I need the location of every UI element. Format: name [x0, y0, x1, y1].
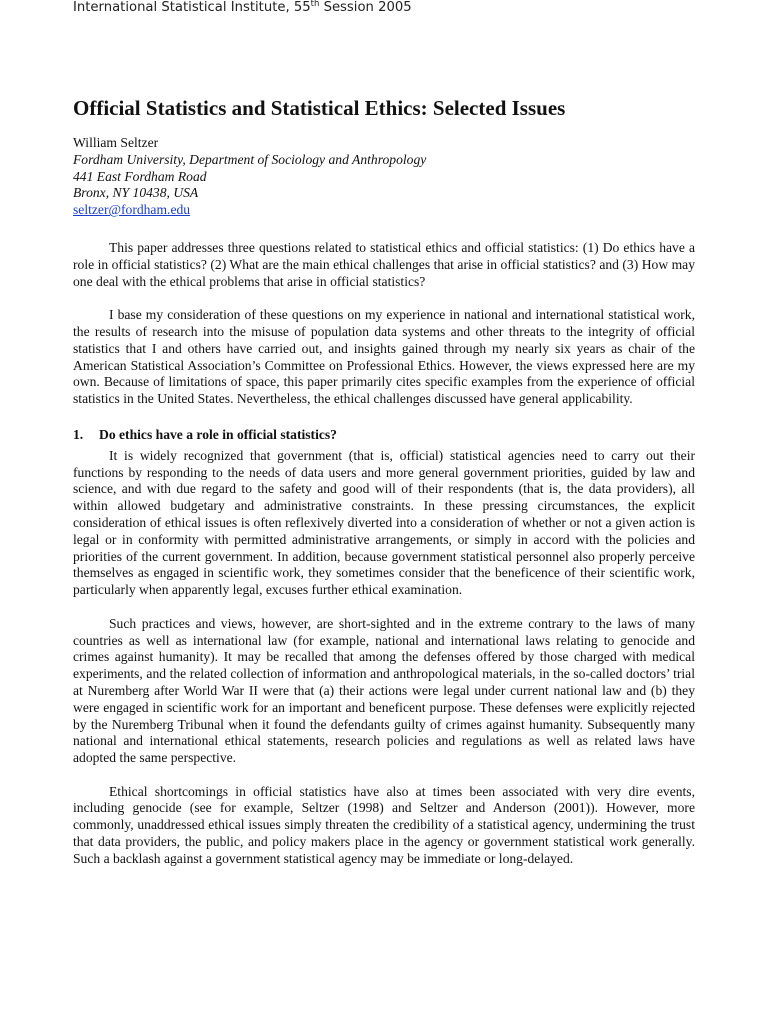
author-address-line2: Bronx, NY 10438, USA [73, 185, 199, 201]
author-email-link[interactable]: seltzer@fordham.edu [73, 202, 191, 218]
section-1-number: 1. [73, 426, 84, 442]
paper-body [73, 95, 695, 868]
author-block [73, 135, 695, 219]
running-header [73, 0, 412, 16]
author-name: William Seltzer [73, 135, 159, 150]
section-1-paragraph-2: Such practices and views, however, are short-sighted and in the extreme contrary to the laws of many countries as well as international law (for example, national and international laws relating to genocide and crimes against humanity). It may be recalled that among the defenses offered by those charged with medical experiments, and the related collection of information and anthropological materials, in the so-called doctors’ trial at Nuremberg after World War II were that (a) their actions were legal under current national law and (b) they were engaged in scientific work for an important and beneficent purpose. These defenses were explicitly rejected by the Nuremberg Tribunal when it found the defendants guilty of crimes against humanity. Subsequently many national and international ethical statements, research policies and regulations as well as related laws have adopted the same perspective. [73, 615, 695, 766]
author-affiliation: Fordham University, Department of Sociology and Anthropology [73, 151, 427, 167]
running-header-superscript: th [310, 0, 320, 9]
paper-title: Official Statistics and Statistical Ethics: Selected Issues [73, 96, 566, 120]
intro-paragraph-1: This paper addresses three questions related to statistical ethics and official statistics: (1) Do ethics have a role in official statistics? (2) What are the main ethical challenges that arise in official statistics? and (3) How may one deal with the ethical problems that arise in official statistics? [73, 239, 695, 289]
section-1-heading [73, 427, 695, 444]
intro-paragraph-2: I base my consideration of these questions on my experience in national and international statistical work, the results of research into the misuse of population data systems and other threats to the integrity of official statistics that I and others have carried out, and insights gained through my nearly six years as chair of the American Statistical Association’s Committee on Professional Ethics. However, the views expressed here are my own. Because of limitations of space, this paper primarily cites specific examples from the experience of official statistics in the United States. Nevertheless, the ethical challenges discussed have general applicability. [73, 307, 695, 407]
author-address-line1: 441 East Fordham Road [73, 168, 207, 184]
running-header-text: International Statistical Institute, 55 [73, 0, 311, 15]
section-1-paragraph-3: Ethical shortcomings in official statistics have also at times been associated with very dire events, including genocide (see for example, Seltzer (1998) and Seltzer and Anderson (2001)). However, more commonly, unaddressed ethical issues simply threaten the credibility of a statistical agency, undermining the trust that data providers, the public, and policy makers place in the agency or government statistical work generally. Such a backlash against a government statistical agency may be immediate or long-delayed. [73, 783, 695, 866]
section-1-heading-text: Do ethics have a role in official statistics? [99, 426, 337, 442]
section-1-paragraph-1: It is widely recognized that government (that is, official) statistical agencies need to carry out their functions by responding to the needs of data users and more general government priorities, guided by law and science, and with due regard to the safety and good will of their respondents (that is, the data providers), all within allowed budgetary and administrative constraints. In these pressing circumstances, the explicit consideration of ethical issues is often reflexively diverted into a consideration of whether or not a given action is legal or in conformity with permitted administrative arrangements, or simply in accord with the policies and priorities of the current government. In addition, because government statistical personnel also properly perceive themselves as engaged in scientific work, they sometimes consider that the beneficence of their scientific work, particularly when apparently legal, excuses further ethical examination. [73, 447, 695, 598]
running-header-text-after: Session 2005 [319, 0, 412, 15]
